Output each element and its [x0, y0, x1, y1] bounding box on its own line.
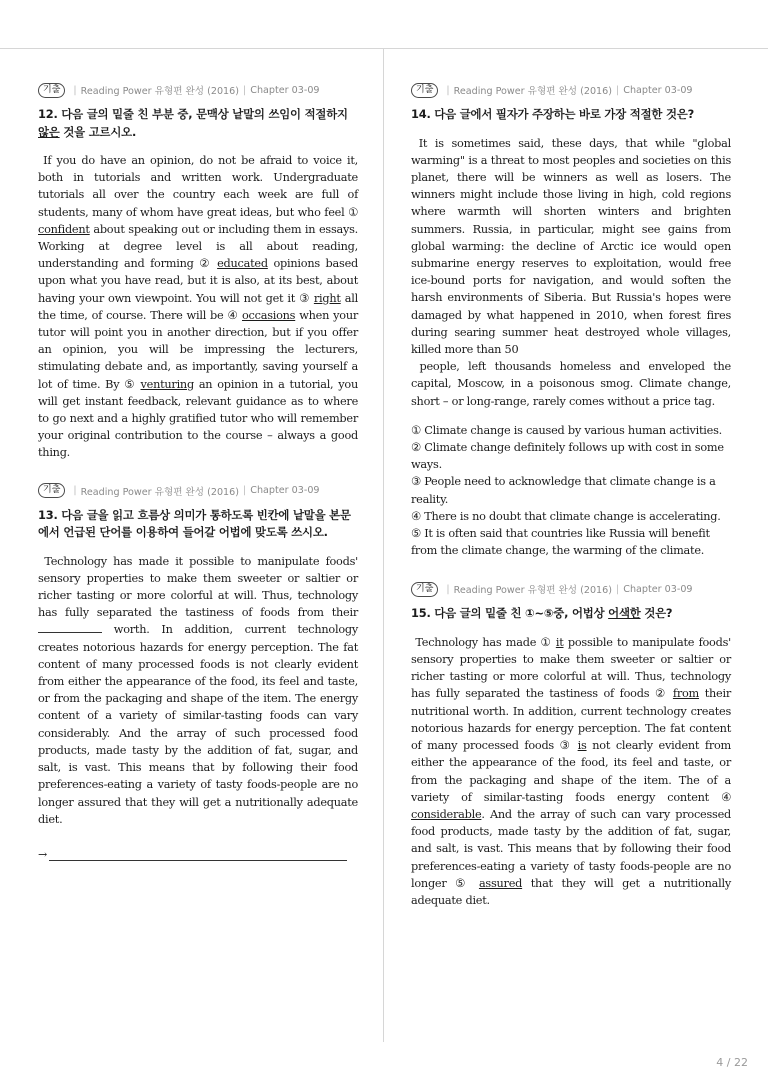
question-14 [411, 82, 731, 559]
passage: Technology has made ① it possible to manipulate foods' sensory properties to make them sweeter or saltier or richer tasting or more colorful at will. Thus, technology has fully separated the tastiness of foods ② from their nutritional worth. In addition, current technology creates notorious hazards for energy perception. The fat content of many processed foods ③ is not clearly evident from either the appearance of the food, its feel and taste, or from the packaging and shape of the item. The of a variety of similar-tasting foods energy content ④ considerable. And the array of such can vary processed food products, made tasty by the addition of fat, sugar, and salt, is vast. This means that by following their food preferences-eating a variety of tasty foods-people are no longer ⑤ assured that they will get a nutritionally adequate diet. [411, 635, 731, 907]
question-title: 13. 다음 글을 읽고 흐름상 의미가 통하도록 빈칸에 낱말을 본문에서 언급된 단어를 이용하여 들어갈 어법에 맞도록 쓰시오. [38, 507, 351, 540]
option-5[interactable]: ⑤ It is often said that countries like Russia will benefit from the climate change, the warming of the climate. [411, 526, 710, 558]
question-tag: 기출 | Reading Power 유형편 완성 (2016) | Chapter 03-09 [411, 581, 731, 597]
question-tag: 기출 | Reading Power 유형편 완성 (2016) | Chapter 03-09 [411, 82, 731, 98]
source-label: Reading Power 유형편 완성 (2016) [80, 486, 240, 498]
column-divider [383, 48, 384, 1042]
option-2[interactable]: ② Climate change definitely follows up with cost in some ways. [411, 440, 724, 472]
answer-line[interactable]: → [38, 848, 358, 861]
left-column [38, 82, 358, 861]
past-exam-badge: 기출 [411, 83, 438, 98]
chapter-label: Chapter 03-09 [623, 583, 693, 595]
question-13 [38, 483, 358, 861]
chapter-label: Chapter 03-09 [250, 485, 320, 497]
option-3[interactable]: ③ People need to acknowledge that climate change is a reality. [411, 475, 716, 506]
question-title: 12. 다음 글의 밑줄 친 부분 중, 문맥상 낱말의 쓰임이 적절하지 않은 것을 고르시오. [38, 107, 348, 139]
source-label: Reading Power 유형편 완성 (2016) [453, 86, 613, 97]
page-number: 4 / 22 [716, 1056, 748, 1069]
source-label: Reading Power 유형편 완성 (2016) [453, 585, 613, 597]
option-1[interactable]: ① Climate change is caused by various human activities. [411, 423, 722, 437]
past-exam-badge: 기출 [411, 582, 438, 597]
question-12 [38, 82, 358, 462]
passage: It is sometimes said, these days, that while "global warming" is a threat to most peoples and societies on this planet, there will be winners as well as losers. The winners might include those living in high, cold regions where warmth will shorten winters and brighten summers. Russia, in particular, might see gains from global warming: the decline of Arctic ice would open submarine energy reserves to exploitation, would free ice-bound ports for navigation, and would soften the harsh environments of Siberia. But Russia's hopes were damaged by what happened in 2010, when forest fires during searing summer heat destroyed whole villages, killed more than 50 people, left thousands homeless and enveloped the capital, Moscow, in a poisonous smog. Climate change, short – or long-range, rarely comes without a price tag. [411, 136, 731, 408]
question-tag: 기출 | Reading Power 유형편 완성 (2016) | Chapter 03-09 [38, 483, 358, 499]
chapter-label: Chapter 03-09 [623, 84, 693, 96]
question-title: 15. 다음 글의 밑줄 친 ①~⑤중, 어법상 어색한 것은? [411, 606, 673, 621]
right-column [411, 82, 731, 909]
chapter-label: Chapter 03-09 [250, 84, 320, 96]
source-label: Reading Power 유형편 완성 (2016) [80, 86, 240, 97]
header-rule [0, 48, 768, 49]
passage: Technology has made it possible to manipulate foods' sensory properties to make them sweeter or saltier or richer tasting or more colorful at will. Thus, technology has fully separated the tastiness of foods from their worth. In addition, current technology creates notorious hazards for energy perception. The fat content of many processed foods is not clearly evident from either the appearance of the food, its feel and taste, or from the packaging and shape of the item. The energy content of a variety of similar-tasting foods can vary considerably. And the array of such processed food products, made tasty by the addition of fat, sugar, and salt, is vast. This means that by following their food preferences-eating a variety of tasty foods-people are no longer assured that they will get a nutritionally adequate diet. [38, 554, 358, 826]
past-exam-badge: 기출 [38, 83, 65, 98]
answer-options [411, 422, 731, 560]
option-4[interactable]: ④ There is no doubt that climate change is accelerating. [411, 509, 721, 523]
question-tag: 기출 | Reading Power 유형편 완성 (2016) | Chapter 03-09 [38, 82, 358, 98]
past-exam-badge: 기출 [38, 483, 65, 498]
passage: If you do have an opinion, do not be afraid to voice it, both in tutorials and written work. Undergraduate tutorials all over the country each week are full of students, many of whom have great ideas, but who feel ① confident about speaking out or including them in essays. Working at degree level is all about reading, understanding and forming ② educated opinions based upon what you have read, but it is also, at its best, about having your own viewpoint. You will not get it ③ right all the time, of course. There will be ④ occasions when your tutor will point you in another direction, but if you offer an opinion, you will be impressing the lecturers, stimulating debate and, as importantly, saving yourself a lot of time. By ⑤ venturing an opinion in a tutorial, you will get instant feedback, relevant guidance as to where to go next and a highly gratified tutor who will remember your original contribution to the course – always a good thing. [38, 154, 358, 460]
question-title: 14. 다음 글에서 필자가 주장하는 바로 가장 적절한 것은? [411, 107, 694, 121]
fill-blank [38, 622, 102, 633]
question-15 [411, 581, 731, 909]
